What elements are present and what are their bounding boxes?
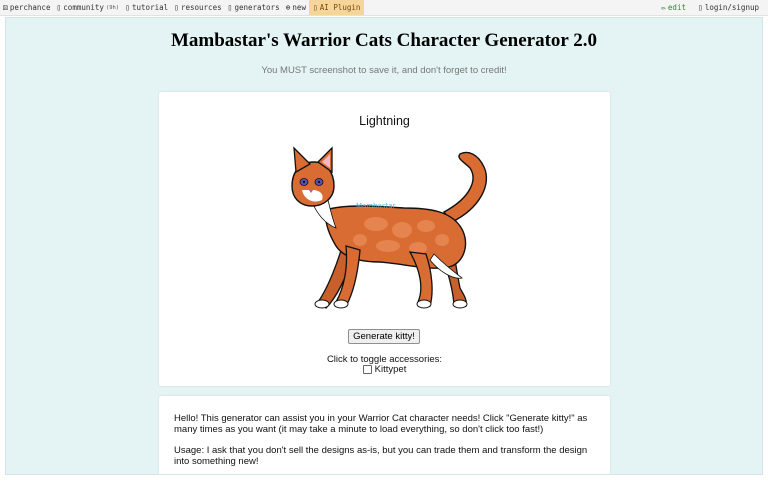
generate-kitty-button[interactable]: Generate kitty! [348, 329, 420, 344]
generator-card [159, 92, 610, 386]
nav-item-tutorial[interactable] [122, 0, 171, 15]
tutorial-icon: ▯ [125, 3, 131, 12]
kittypet-checkbox[interactable] [363, 365, 372, 374]
nav-label: generators [234, 3, 280, 12]
edit-label: edit [667, 3, 686, 12]
nav-label: AI Plugin [319, 3, 361, 12]
accessories-label: Click to toggle accessories: [326, 354, 443, 365]
nav-links [0, 0, 364, 15]
cat-illustration [284, 142, 514, 317]
dice-icon: ⚄ [3, 3, 8, 12]
cat-tail [444, 153, 486, 222]
nav-item-generators[interactable] [225, 0, 283, 15]
community-activity-badge: (9h) [105, 4, 120, 11]
edit-link[interactable] [658, 0, 689, 15]
kittypet-toggle[interactable] [159, 364, 610, 375]
page-content [5, 17, 763, 475]
cat-name: Lightning [359, 114, 410, 128]
info-card [159, 396, 610, 475]
plus-circle-icon: ⊕ [285, 3, 291, 12]
community-icon: ▯ [56, 3, 62, 12]
pencil-icon: ✏ [661, 3, 666, 12]
plugin-icon: ▯ [312, 3, 318, 12]
resources-icon: ▯ [174, 3, 179, 12]
nav-item-resources[interactable] [171, 0, 224, 15]
nav-label: resources [180, 3, 222, 12]
usage-paragraph: Usage: I ask that you don't sell the designs as-is, but you can trade them and transform the design into something new! [174, 445, 588, 467]
login-signup-link[interactable] [695, 0, 762, 15]
nav-right [658, 0, 768, 15]
user-icon: ▯ [697, 3, 703, 12]
nav-label: perchance [9, 3, 51, 12]
nav-item-new[interactable] [283, 0, 309, 15]
nav-label: tutorial [132, 3, 169, 12]
login-label: login/signup [704, 3, 759, 12]
page-title: Mambastar's Warrior Cats Character Generator 2.0 [170, 30, 597, 51]
intro-paragraph: Hello! This generator can assist you in your Warrior Cat character needs! Click "Generate kitty!" as many times as you want (it may take a minute to load everything, so don't click too fast!) [174, 413, 588, 435]
nav-label: community [63, 3, 104, 12]
top-nav-bar [0, 0, 768, 16]
artist-watermark: Mambastar [356, 202, 396, 210]
nav-label: new [292, 3, 306, 12]
kittypet-label: Kittypet [374, 364, 407, 375]
page-subtitle: You MUST screenshot to save it, and don't forget to credit! [261, 65, 507, 76]
generators-icon: ▯ [227, 3, 233, 12]
nav-item-community[interactable] [53, 0, 122, 15]
nav-item-perchance[interactable] [0, 0, 53, 15]
cat-white-paws [315, 300, 467, 308]
nav-item-ai-plugin[interactable] [309, 0, 364, 15]
